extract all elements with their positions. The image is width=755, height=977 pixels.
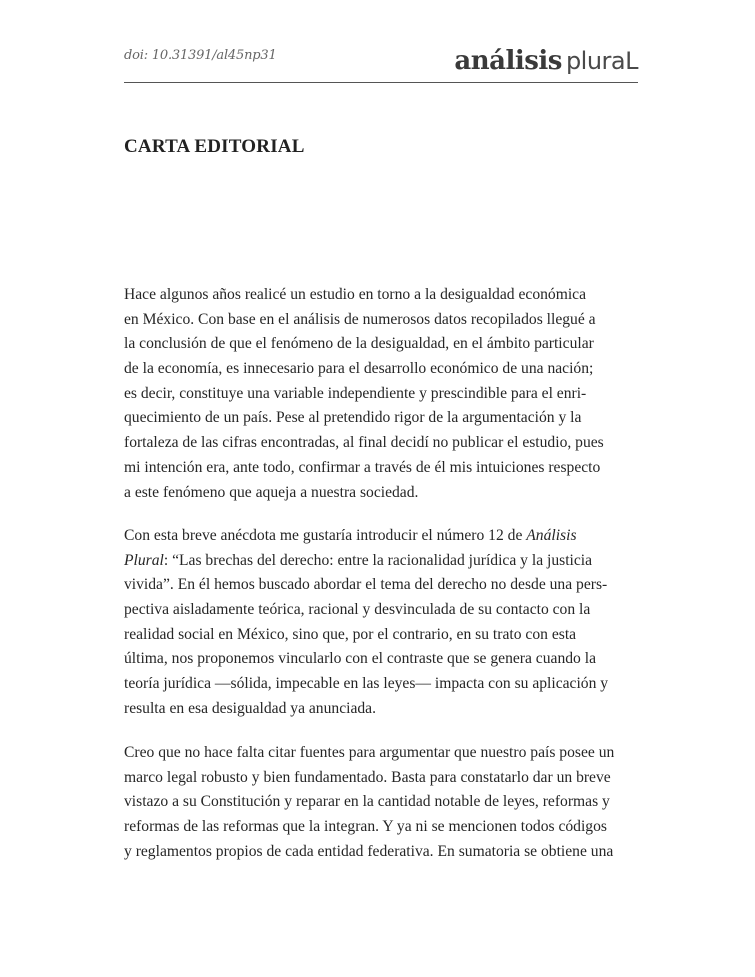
text-line: teoría jurídica —sólida, impecable en las leyes— impacta con su aplicación y xyxy=(124,675,609,693)
text-line: última, nos proponemos vincularlo con el contraste que se genera cuando la xyxy=(124,650,596,668)
paragraph-1 xyxy=(124,283,638,505)
logo-word-plural: pluraL xyxy=(565,47,638,75)
paragraph-3 xyxy=(124,741,638,864)
text-line: Creo que no hace falta citar fuentes para argumentar que nuestro país posee un xyxy=(124,744,615,761)
text-line: en México. Con base en el análisis de numerosos datos recopilados llegué a xyxy=(124,310,596,328)
text-line xyxy=(124,549,638,574)
text-line: fortaleza de las cifras encontradas, al final decidí no publicar el estudio, pues xyxy=(124,434,604,452)
running-header xyxy=(124,44,638,83)
paragraph-2 xyxy=(124,524,638,722)
text-line: es decir, constituye una variable independiente y prescindible para el enri- xyxy=(124,384,587,402)
text-segment: Con esta breve anécdota me gustaría introducir el número 12 de xyxy=(124,527,527,544)
text-line xyxy=(124,524,638,549)
article-title: CARTA EDITORIAL xyxy=(124,136,305,157)
text-line: realidad social en México, sino que, por el contrario, en su trato con esta xyxy=(124,625,577,643)
text-line: reformas de las reformas que la integran. Y ya ni se mencionen todos códigos xyxy=(124,818,607,836)
journal-name-italic: Análisis xyxy=(526,527,577,544)
text-line: vivida”. En él hemos buscado abordar el tema del derecho no desde una pers- xyxy=(124,576,608,594)
text-line: de la economía, es innecesario para el desarrollo económico de una nación; xyxy=(124,360,594,378)
text-line: vistazo a su Constitución y reparar en la cantidad notable de leyes, reformas y xyxy=(124,793,610,811)
journal-name-italic: Plural xyxy=(124,551,164,569)
text-line: mi intención era, ante todo, confirmar a través de él mis intuiciones respecto xyxy=(124,458,601,476)
doi-label: doi: 10.31391/al45np31 xyxy=(124,48,277,63)
text-line: resulta en esa desigualdad ya anunciada. xyxy=(124,699,376,717)
text-line: marco legal robusto y bien fundamentado. Basta para constatarlo dar un breve xyxy=(124,768,611,786)
text-segment: : “Las brechas del derecho: entre la racionalidad jurídica y la justicia xyxy=(163,551,593,569)
text-line: y reglamentos propios de cada entidad federativa. En sumatoria se obtiene una xyxy=(124,842,614,860)
text-line: a este fenómeno que aqueja a nuestra sociedad. xyxy=(124,483,419,501)
text-line: la conclusión de que el fenómeno de la desigualdad, en el ámbito particular xyxy=(124,335,594,353)
text-line: pectiva aisladamente teórica, racional y desvinculada de su contacto con la xyxy=(124,601,591,619)
text-line: Hace algunos años realicé un estudio en torno a la desigualdad económica xyxy=(124,286,587,303)
logo-word-analisis: análisis xyxy=(454,46,562,76)
text-line: quecimiento de un país. Pese al pretendido rigor de la argumentación y la xyxy=(124,409,582,427)
journal-logo xyxy=(454,46,638,76)
